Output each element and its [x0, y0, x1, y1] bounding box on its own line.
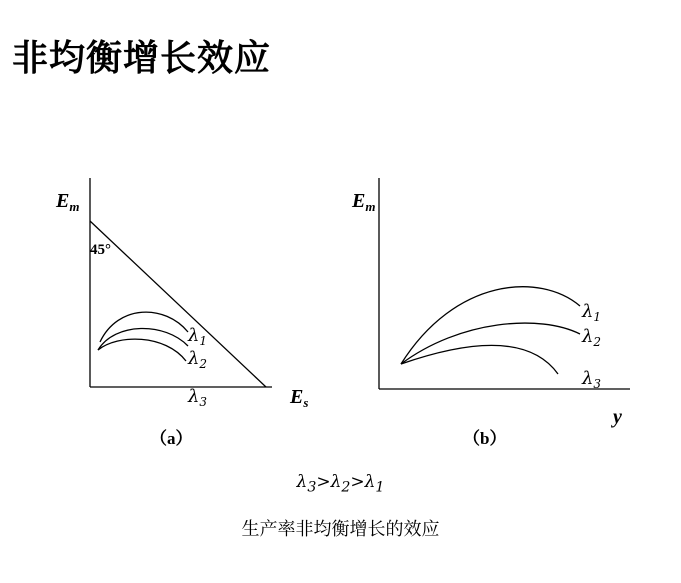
diagram-b-labels [351, 190, 622, 448]
diagram-b-lambda-3: $\lambda_3$ [582, 368, 602, 391]
slide-title: 非均衡增长效应 [12, 38, 272, 79]
diagram-a-lambda-3: $\lambda_3$ [188, 386, 208, 409]
diagram-b-lambda-1: $\lambda_1$ [582, 301, 602, 324]
diagram-a-45-degree-line [90, 221, 266, 387]
figure-caption: 生产率非均衡增长的效应 [241, 519, 440, 540]
diagram-a-lambda-1: $\lambda_1$ [188, 325, 208, 348]
diagram-b-lambda-2: $\lambda_2$ [582, 326, 602, 349]
diagram-b-y-label: $E_m$ [352, 190, 376, 214]
diagram-b-x-label: y [613, 406, 622, 428]
diagram-b [379, 178, 630, 389]
diagram-a-curve-1 [100, 312, 188, 342]
diagram-a [90, 178, 272, 387]
diagram-a-caption: （a） [150, 429, 193, 448]
diagram-a-x-label: $E_s$ [290, 386, 309, 410]
lambda-relation: $\lambda_3>\lambda_2>\lambda_1$ [296, 472, 385, 496]
diagram-a-labels [55, 190, 308, 448]
diagram-a-curve-3 [98, 339, 186, 361]
diagram-a-angle-label: 45° [90, 242, 111, 258]
diagram-a-lambda-2: $\lambda_2$ [188, 348, 208, 371]
diagram-b-caption: （b） [463, 429, 507, 448]
diagram-a-y-label: $E_m$ [56, 190, 80, 214]
diagram-b-curve-3 [401, 345, 558, 374]
